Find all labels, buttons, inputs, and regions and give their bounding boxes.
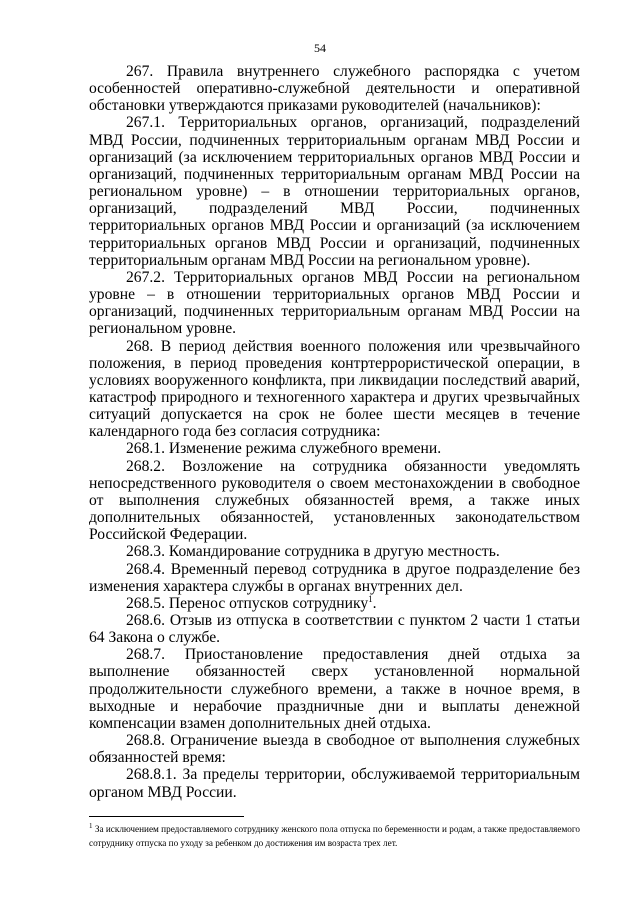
paragraph-268-5-text: 268.5. Перенос отпусков сотруднику (126, 594, 369, 612)
paragraph-268-5 (89, 595, 580, 612)
paragraph-268-2: 268.2. Возложение на сотрудника обязанности уведомлять непосредственного руководителя о своем местонахождении в свободное от выполнения служебных обязанностей время, а также иных дополнительных обязанностей, установленных законодательством Российской Федерации. (89, 457, 580, 544)
footnote-reference[interactable]: 1 (368, 593, 373, 604)
paragraph-267-2: 267.2. Территориальных органов МВД России на региональном уровне – в отношении территориальных органов МВД России и организаций, подчиненных территориальным органам МВД России на региональном уровне. (89, 268, 580, 338)
document-body (89, 63, 580, 801)
paragraph-268-3: 268.3. Командирование сотрудника в другую местность. (126, 543, 500, 561)
footnote (89, 823, 580, 850)
paragraph-268: 268. В период действия военного положения или чрезвычайного положения, в период проведения контртеррористической операции, в условиях вооруженного конфликта, при ликвидации последствий аварий, катастроф природного и техногенного характера и других чрезвычайных ситуаций допускается на срок не более шести месяцев в течение календарного года без согласия сотрудника: (89, 337, 580, 441)
paragraph-267-1: 267.1. Территориальных органов, организаций, подразделений МВД России, подчиненных территориальным органам МВД России и организаций (за исключением территориальных органов МВД России и организаций, подчиненных территориальным органам МВД России на региональном уровне) – в отношении территориальных органов, организаций, подразделений МВД России, подчиненных территориальных органов МВД России и организаций (за исключением территориальных органов МВД России и организаций, подчиненных территориальным органам МВД России на региональном уровне). (89, 114, 580, 269)
paragraph-268-5-end: . (372, 594, 377, 612)
page-number: 54 (314, 41, 326, 55)
footnote-divider (89, 816, 244, 817)
paragraph-268-1: 268.1. Изменение режима служебного времени. (126, 440, 442, 458)
paragraph-267: 267. Правила внутреннего служебного распорядка с учетом особенностей оперативно-служебной деятельности и оперативной обстановки утверждаются приказами руководителей (начальников): (89, 63, 580, 115)
paragraph-268-7: 268.7. Приостановление предоставления дней отдыха за выполнение обязанностей сверх установленной нормальной продолжительности служебного времени, а также в ночное время, в выходные и нерабочие праздничные дни и выплаты денежной компенсации взамен дополнительных дней отдыха. (89, 646, 580, 732)
paragraph-268-6: 268.6. Отзыв из отпуска в соответствии с пунктом 2 части 1 статьи 64 Закона о службе. (89, 612, 580, 647)
paragraph-268-4: 268.4. Временный перевод сотрудника в другое подразделение без изменения характера службы в органах внутренних дел. (89, 560, 580, 595)
footnote-text: За исключением предоставляемого сотруднику женского пола отпуска по беременности и родам, а также предоставляемого сотруднику отпуска по уходу за ребенком до достижения им возраста трех лет. (89, 824, 580, 848)
paragraph-268-8: 268.8. Ограничение выезда в свободное от выполнения служебных обязанностей время: (89, 732, 580, 767)
paragraph-268-8-1: 268.8.1. За пределы территории, обслуживаемой территориальным органом МВД России. (89, 766, 580, 801)
footnote-marker: 1 (89, 821, 93, 830)
